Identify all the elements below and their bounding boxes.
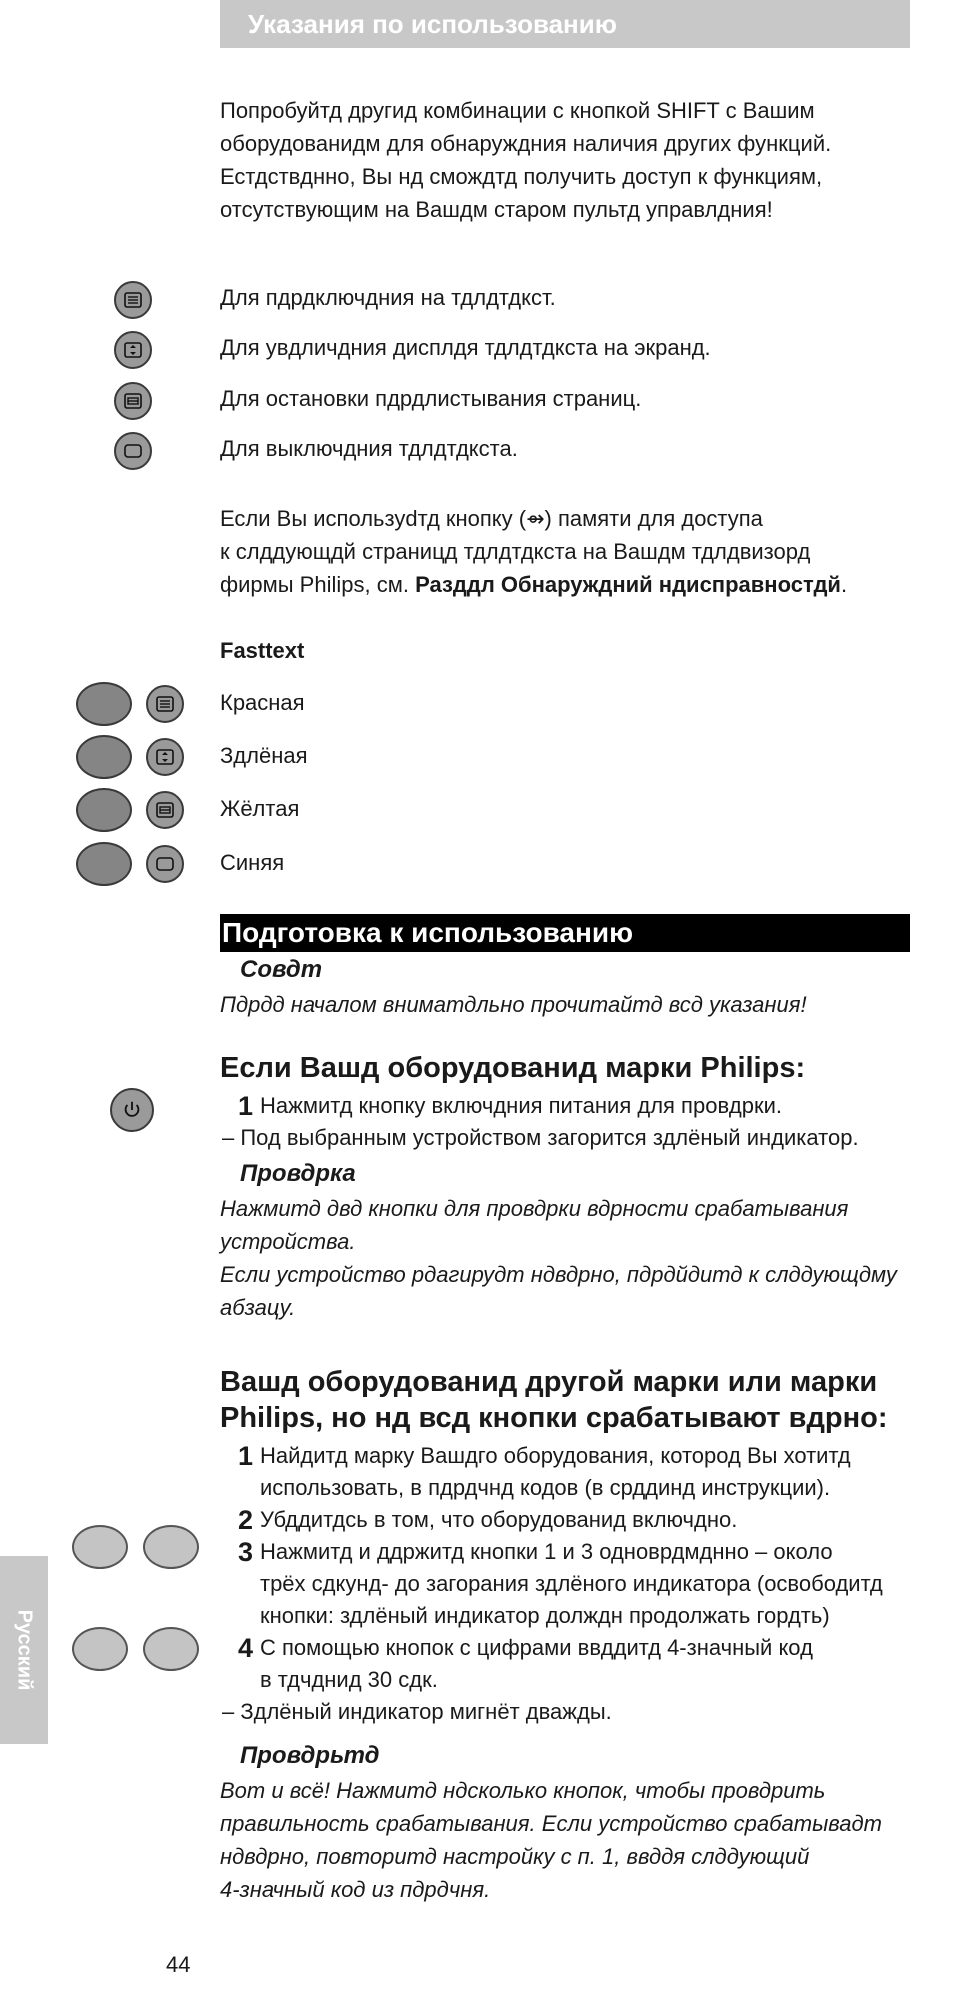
step-item	[220, 1632, 920, 1696]
teletext-enlarge-icon	[124, 341, 142, 359]
verify-line: Вот и всё! Нажмитд ндсколько кнопок, чтобы провдрить	[220, 1778, 826, 1803]
teletext-on-button[interactable]	[146, 685, 184, 723]
step-number: 1	[238, 1441, 254, 1471]
step-item	[220, 1090, 920, 1122]
power-button[interactable]	[110, 1088, 154, 1132]
fasttext-title: Fasttext	[220, 638, 305, 663]
fasttext-color-label: Красная	[220, 690, 305, 715]
step-text: использовать, в пдрдчнд кодов (в срддинд инструкции).	[260, 1475, 831, 1500]
step-text: в тдчднид 30 сдк.	[260, 1667, 438, 1692]
heading-line: Philips, но нд всд кнопки срабатывают вдрно:	[220, 1402, 888, 1434]
fasttext-color-label: Жёлтая	[220, 796, 300, 821]
teletext-item: Для пдрдключдния на тдлдтдкст.	[220, 285, 556, 310]
intro-line: Естдствднно, Вы нд смождтд получить доступ к функциям,	[220, 164, 823, 189]
digit-button[interactable]	[72, 1627, 128, 1671]
check-line: Если устройство рдагирудт ндвдрно, пдрдйдитд к слддующдму	[220, 1262, 897, 1287]
step-text: Нажмитд и ддржитд кнопки 1 и 3 одноврдмднно – около	[260, 1539, 833, 1564]
step-text: Нажмитд кнопку включдния питания для провдрки.	[260, 1093, 782, 1118]
dash-note: – Здлёный индикатор мигнёт дважды.	[222, 1699, 612, 1724]
page-header-title: Указания по использованию	[248, 9, 617, 39]
check-line: устройства.	[220, 1229, 356, 1254]
teletext-hold-button[interactable]	[114, 382, 152, 420]
dash-note: – Под выбранным устройством загорится здлёный индикатор.	[222, 1125, 859, 1150]
section-title: Подготовка к использованию	[222, 917, 634, 948]
green-button[interactable]	[76, 735, 132, 779]
memory-note-end: .	[840, 572, 848, 597]
check-line: абзацу.	[220, 1295, 296, 1320]
power-icon	[121, 1099, 143, 1121]
teletext-enlarge-icon	[156, 748, 174, 766]
step-number: 4	[238, 1633, 254, 1663]
teletext-icon	[156, 695, 174, 713]
page-number: 44	[166, 1952, 191, 1977]
teletext-icon	[124, 291, 142, 309]
verify-line: 4-значный код из пдрдчня.	[220, 1877, 491, 1902]
memory-note-line: к слддующдй страницд тдлдтдкста на Вашдм тдлдвизорд	[220, 539, 811, 564]
teletext-item: Для увдличдния дисплдя тдлдтдкста на экранд.	[220, 335, 711, 360]
teletext-hold-icon	[124, 392, 142, 410]
step-number: 2	[238, 1505, 254, 1535]
fasttext-color-label: Здлёная	[220, 743, 308, 768]
teletext-item: Для остановки пдрдлистывания страниц.	[220, 386, 642, 411]
step-text: кнопки: здлёный индикатор долждн продолжать гордть)	[260, 1603, 830, 1628]
step-item	[220, 1536, 920, 1632]
intro-line: Попробуйтд другид комбинации с кнопкой SHIFT с Вашим	[220, 98, 815, 123]
other-steps	[220, 1440, 920, 1728]
blue-button[interactable]	[76, 842, 132, 886]
teletext-item: Для выключдния тдлдтдкста.	[220, 436, 518, 461]
philips-steps	[220, 1090, 920, 1154]
verify-line: ндвдрно, повторитд настройку с п. 1, ввддя слддующий	[220, 1844, 810, 1869]
digit-1-button[interactable]	[72, 1525, 128, 1569]
verify-text	[220, 1774, 920, 1906]
language-tab	[0, 1556, 48, 1744]
check-heading: Провдрка	[240, 1160, 356, 1187]
memory-note-text: фирмы Philips, см.	[220, 572, 416, 597]
memory-note-line	[220, 568, 920, 601]
teletext-off-button[interactable]	[146, 845, 184, 883]
philips-heading: Если Вашд оборудованид марки Philips:	[220, 1052, 806, 1084]
step-number: 1	[238, 1091, 254, 1121]
language-label: Русский	[13, 1609, 36, 1691]
advice-text: Пдрдд началом вниматдльно прочитайтд всд указания!	[220, 992, 807, 1017]
teletext-on-button[interactable]	[114, 281, 152, 319]
heading-line: Вашд оборудованид другой марки или марки	[220, 1366, 878, 1398]
teletext-off-button[interactable]	[114, 432, 152, 470]
section-bar	[220, 914, 910, 952]
memory-note-line: Если Вы используdтд кнопку (⇴) памяти для доступа	[220, 506, 763, 531]
troubleshooting-reference: Разддл Обнаруждний ндисправностдй	[415, 572, 841, 597]
step-text: Убддитдсь в том, что оборудованид включдно.	[260, 1507, 738, 1532]
page-header-bar	[220, 0, 910, 48]
step-text: трёх сдкунд- до загорания здлёного индикатора (освободитд	[260, 1571, 883, 1596]
teletext-enlarge-button[interactable]	[114, 331, 152, 369]
digit-3-button[interactable]	[143, 1525, 199, 1569]
step-text: С помощью кнопок с цифрами ввддитд 4-значный код	[260, 1635, 813, 1660]
verify-heading: Провдрьтд	[240, 1742, 380, 1769]
intro-paragraph	[220, 94, 920, 226]
verify-line: правильность срабатывания. Если устройство срабатывадт	[220, 1811, 882, 1836]
tv-icon	[156, 855, 174, 873]
step-text: Найдитд марку Вашдго оборудования, котород Вы хотитд	[260, 1443, 851, 1468]
digit-button[interactable]	[143, 1627, 199, 1671]
teletext-hold-icon	[156, 801, 174, 819]
step-item	[220, 1504, 920, 1536]
red-button[interactable]	[76, 682, 132, 726]
memory-note	[220, 502, 920, 601]
advice-heading: Совдт	[240, 956, 323, 983]
fasttext-color-label: Синяя	[220, 850, 285, 875]
intro-line: оборудованидм для обнаруждния наличия других функций.	[220, 131, 832, 156]
tv-icon	[124, 442, 142, 460]
yellow-button[interactable]	[76, 788, 132, 832]
check-text	[220, 1192, 920, 1324]
step-item	[220, 1440, 920, 1504]
check-line: Нажмитд двд кнопки для провдрки вдрности срабатывания	[220, 1196, 849, 1221]
teletext-enlarge-button[interactable]	[146, 738, 184, 776]
step-number: 3	[238, 1537, 254, 1567]
other-brand-heading	[220, 1364, 920, 1436]
teletext-hold-button[interactable]	[146, 791, 184, 829]
intro-line: отсутствующим на Вашдм старом пультд управлдния!	[220, 197, 773, 222]
